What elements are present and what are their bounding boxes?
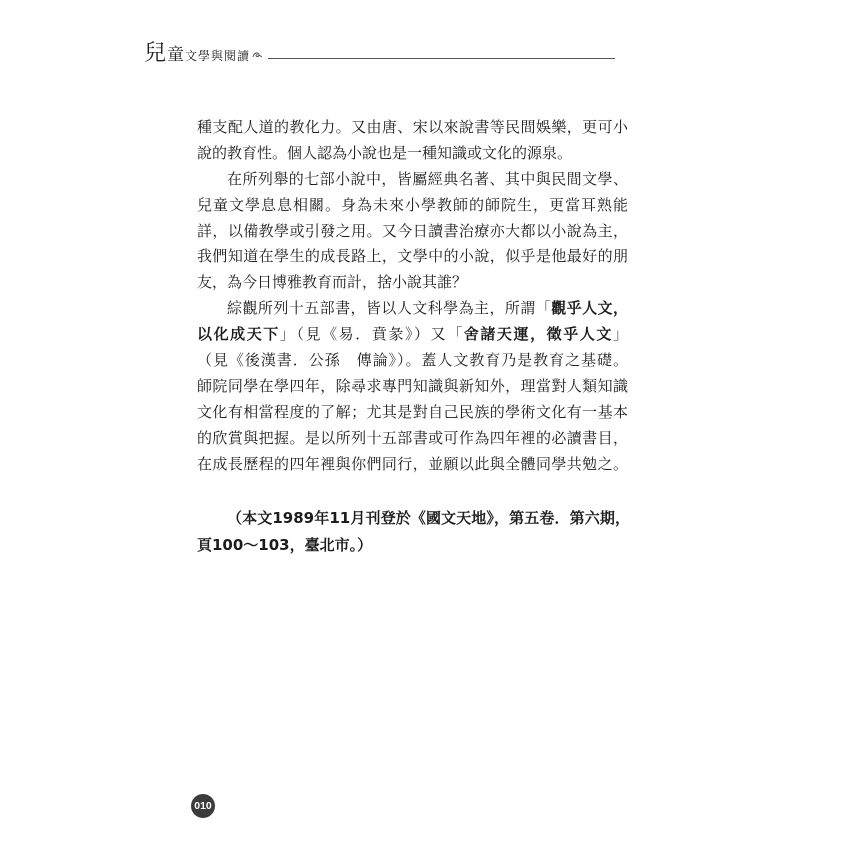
body-line — [197, 374, 628, 400]
ornament-icon — [252, 51, 262, 60]
body-line-text: 綜觀所列十五部書，皆以人文科學為主，所謂「 — [227, 299, 552, 318]
running-head-title-rest: 文學與閱讀 — [185, 49, 251, 63]
body-line-text: 文化有相當程度的了解；尤其是對自己民族的學術文化有一基本 — [197, 402, 628, 421]
body-line-text: 在成長歷程的四年裡與你們同行，並願以此與全體同學共勉之。 — [197, 454, 628, 473]
body-line-text: 友，為今日博雅教育而計，捨小說其誰？ — [197, 273, 468, 292]
running-head-title-char-2: 童 — [167, 45, 185, 65]
body-line-text: 的欣賞與把握。是以所列十五部書或可作為四年裡的必讀書目， — [197, 428, 628, 447]
body-line-text: 我們知道在學生的成長路上，文學中的小說，似乎是他最好的朋 — [197, 247, 628, 266]
body-line-text: 說的教育性。個人認為小說也是一種知識或文化的源泉。 — [197, 143, 573, 162]
body-line-text: 」（見《易．賁彖》）又「 — [279, 325, 464, 344]
quoted-phrase: 觀乎人文， — [551, 299, 628, 318]
body-line — [197, 322, 628, 348]
body-line — [197, 244, 628, 270]
body-line — [197, 296, 628, 322]
source-citation — [197, 505, 630, 559]
body-line-text: 兒童文學息息相關。身為未來小學教師的師院生，更當耳熟能 — [197, 195, 628, 214]
body-line — [197, 141, 628, 167]
body-line-text: 」 — [612, 325, 628, 344]
body-line — [197, 452, 628, 478]
body-line-text: 在所列舉的七部小說中，皆屬經典名著、其中與民間文學、 — [227, 169, 628, 188]
quoted-phrase: 舍諸天運，徵乎人文 — [463, 325, 613, 344]
running-head-title-char-1: 兒 — [144, 41, 167, 66]
body-line — [197, 270, 628, 296]
body-line — [197, 167, 628, 193]
body-line — [197, 348, 628, 374]
citation-line: 頁100～103，臺北市。） — [197, 536, 373, 554]
body-line-text: 詳，以備教學或引發之用。又今日讀書治療亦大都以小說為主， — [197, 221, 628, 240]
body-line-text: 師院同學在學四年，除尋求專門知識與新知外，理當對人類知識 — [197, 376, 628, 395]
running-head-rule — [268, 58, 615, 59]
body-line — [197, 193, 628, 219]
body-line — [197, 219, 628, 245]
body-line-text: （見《後漢書．公孫 傳論》）。蓋人文教育乃是教育之基礎。 — [197, 351, 628, 370]
citation-line: （本文1989年11月刊登於《國文天地》，第五卷．第六期， — [227, 509, 630, 527]
running-head — [144, 40, 262, 70]
body-text — [197, 115, 628, 477]
quoted-phrase: 以化成天下 — [197, 325, 280, 344]
body-line — [197, 400, 628, 426]
body-line — [197, 426, 628, 452]
page-number-badge: 010 — [191, 794, 215, 818]
body-line — [197, 115, 628, 141]
body-line-text: 種支配人道的教化力。又由唐、宋以來說書等民間娛樂，更可小 — [197, 118, 628, 136]
